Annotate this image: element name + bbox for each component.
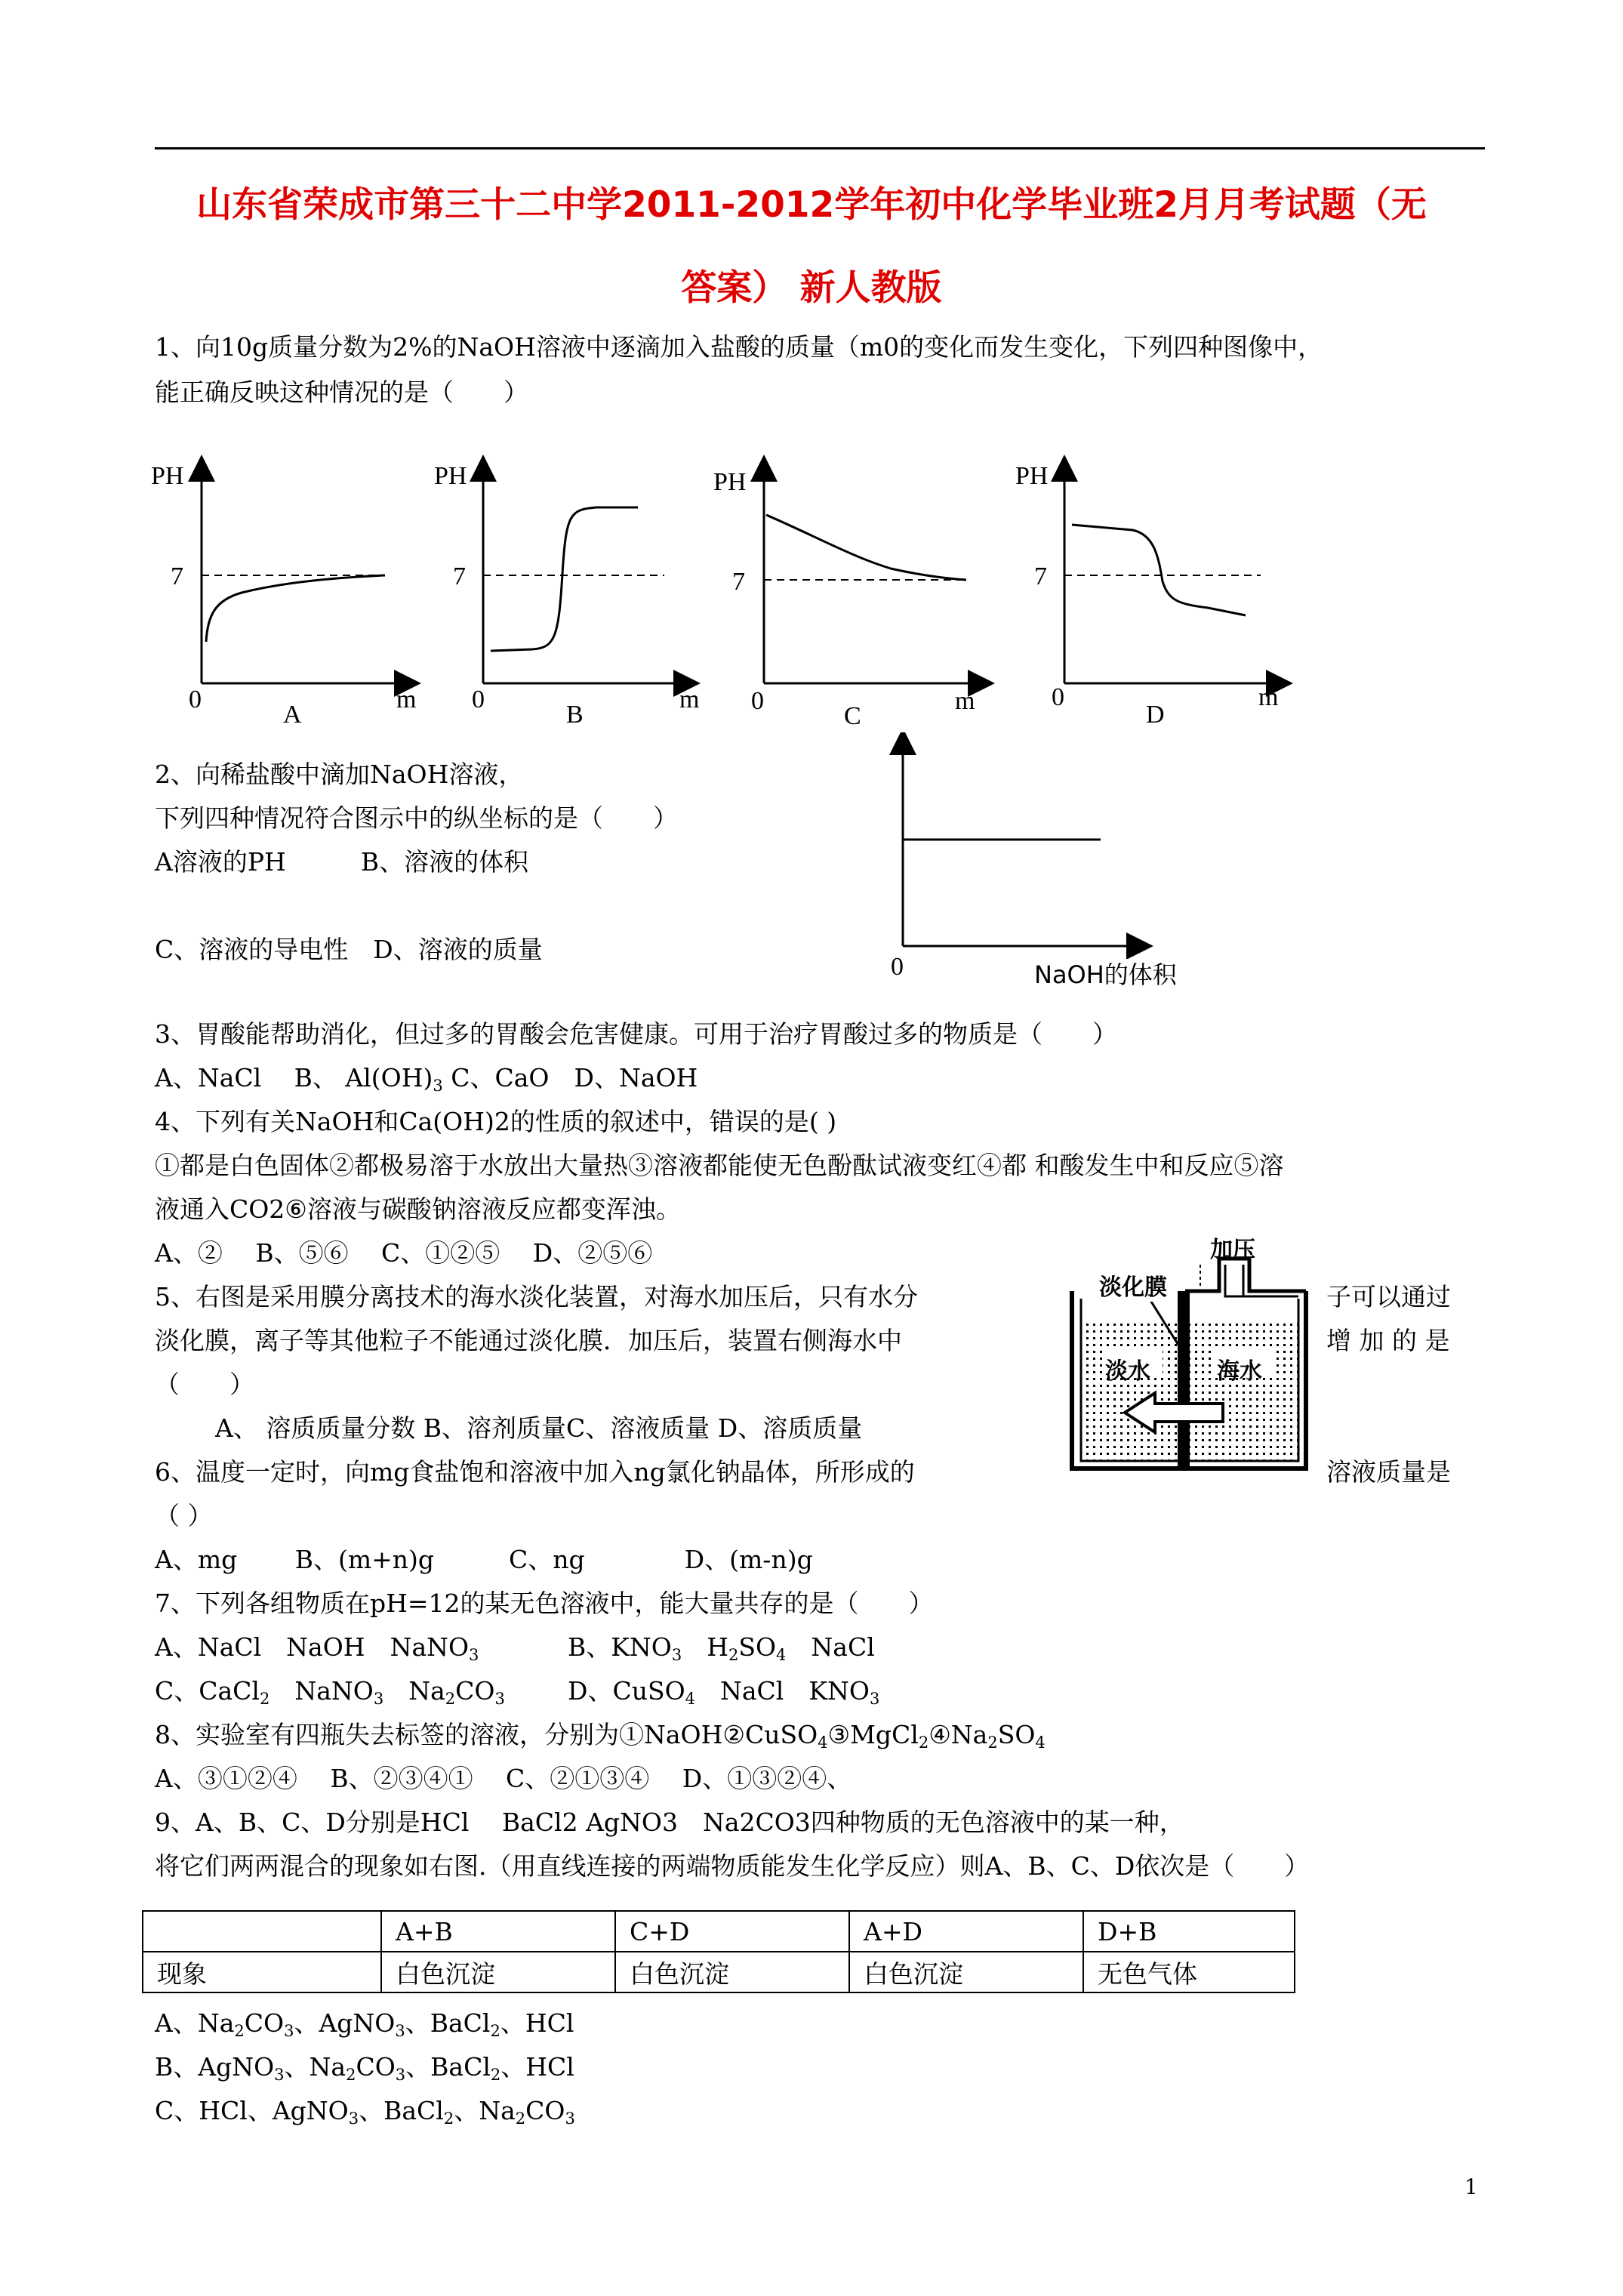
graph-b-origin: 0 <box>472 686 485 713</box>
q1-graphs <box>0 445 1623 747</box>
graph-c-curve <box>766 515 966 580</box>
table-header-row <box>143 1911 1295 1952</box>
fig-sea-water-label: 海水 <box>1217 1358 1262 1385</box>
graph-d-curve <box>1072 525 1246 615</box>
q4-line-2: ①都是白色固体②都极易溶于水放出大量热③溶液都能使无色酚酞试液变红④都 和酸发生中和反应⑤溶 <box>155 1151 1284 1180</box>
answer-c: C、HCl、AgNO$_3$、BaCl$_2$、$Na_2CO_3$ <box>155 2096 575 2128</box>
graph-d-x-label: m <box>1258 683 1279 711</box>
table-cell <box>143 1911 381 1952</box>
q5-line-2a: 淡化膜，离子等其他粒子不能通过淡化膜．加压后，装置右侧海水中 <box>155 1326 902 1355</box>
graph-a-origin: 0 <box>189 686 202 713</box>
q2-line-4: C、溶液的导电性 D、溶液的质量 <box>155 935 543 964</box>
fig-fresh-water-label: 淡水 <box>1105 1358 1150 1385</box>
q6-line-1b: 溶液质量是 <box>1326 1457 1451 1487</box>
q8-options: A、③①②④ B、②③④① C、②①③④ D、①③②④、 <box>155 1764 852 1793</box>
graph-b-letter: B <box>566 701 584 729</box>
table-cell: 现象 <box>143 1952 381 1992</box>
q4-line-1: 4、下列有关NaOH和Ca(OH)2的性质的叙述中，错误的是( ) <box>155 1107 837 1136</box>
q3-options: A、NaCl B、 $Al(OH)_3$ C、CaO D、NaOH <box>155 1063 698 1095</box>
q2-graph-origin: 0 <box>891 953 904 981</box>
q1-line-2: 能正确反映这种情况的是（ ） <box>155 378 528 407</box>
membrane <box>1178 1291 1190 1469</box>
graph-a-seven: 7 <box>171 562 183 590</box>
table-row <box>143 1952 1295 1992</box>
answer-b: B、AgNO$_3$、$Na_2CO_3$、BaCl$_2$、HCl <box>155 2052 574 2084</box>
table-cell: 白色沉淀 <box>615 1952 849 1992</box>
desalination-figure <box>1064 1227 1313 1476</box>
reaction-table <box>142 1910 1295 1993</box>
q5-options: A、 溶质质量分数 B、溶剂质量C、溶液质量 D、溶质质量 <box>215 1413 863 1443</box>
q7-option-c: C、CaCl$_2$ NaNO$_3$ $Na_2CO_3$ <box>155 1676 505 1708</box>
q2-line-1: 2、向稀盐酸中滴加NaOH溶液， <box>155 760 524 789</box>
graph-c-letter: C <box>844 702 861 730</box>
graph-c-x-label: m <box>955 687 975 715</box>
q8-line-1: 8、实验室有四瓶失去标签的溶液，分别为$①NaOH②CuSO_4③MgCl_2④Na_2SO_4$ <box>155 1720 1046 1752</box>
graph-b-y-label: PH <box>434 462 467 490</box>
q6-line-2: （ ） <box>155 1501 213 1530</box>
q9-line-1: 9、A、B、C、D分别是HCl BaCl2 AgNO3 Na2CO3四种物质的无色溶液中的某一种， <box>155 1808 1184 1837</box>
graph-d-origin: 0 <box>1052 683 1064 711</box>
fig-press-label: 加压 <box>1210 1237 1255 1263</box>
graph-d-y-label: PH <box>1015 462 1049 490</box>
q7-option-b: B、$KNO_3$ $H_2SO_4$ NaCl <box>568 1632 875 1664</box>
graph-c-origin: 0 <box>751 687 764 715</box>
q5-line-1b: 子可以通过 <box>1326 1282 1451 1311</box>
q6-line-1a: 6、温度一定时，向mg食盐饱和溶液中加入ng氯化钠晶体，所形成的 <box>155 1457 915 1487</box>
q4-options: A、② B、⑤⑥ C、①②⑤ D、②⑤⑥ <box>155 1238 653 1268</box>
graph-c-seven: 7 <box>732 568 745 596</box>
q5-line-1a: 5、右图是采用膜分离技术的海水淡化装置，对海水加压后，只有水分 <box>155 1282 918 1311</box>
graph-a-y-label: PH <box>151 462 184 490</box>
q4-line-3: 液通入CO2⑥溶液与碳酸钠溶液反应都变浑浊。 <box>155 1194 681 1224</box>
q7-line-1: 7、下列各组物质在pH=12的某无色溶液中，能大量共存的是（ ） <box>155 1589 934 1618</box>
graph-d-seven: 7 <box>1034 562 1047 590</box>
graph-d-letter: D <box>1146 701 1165 729</box>
table-cell: A+D <box>849 1911 1083 1952</box>
q5-line-3: （ ） <box>155 1370 254 1399</box>
graph-b-seven: 7 <box>453 562 466 590</box>
q7-option-d: D、CuSO$_4$ NaCl $KNO_3$ <box>568 1676 880 1708</box>
graph-a-curve <box>206 575 385 642</box>
header-rule <box>155 147 1485 149</box>
graph-a-letter: A <box>283 701 302 729</box>
table-cell: A+B <box>381 1911 615 1952</box>
q3-line-1: 3、胃酸能帮助消化，但过多的胃酸会危害健康。可用于治疗胃酸过多的物质是（ ） <box>155 1019 1117 1049</box>
page-number: 1 <box>1464 2174 1478 2199</box>
table-cell: 无色气体 <box>1083 1952 1295 1992</box>
fig-membrane-label: 淡化膜 <box>1099 1268 1167 1302</box>
title-line-1: 山东省荣成市第三十二中学2011-2012学年初中化学毕业班2月月考试题（无 <box>196 184 1427 226</box>
q7-option-a: A、NaCl NaOH NaNO$_3$ <box>155 1632 479 1664</box>
answer-a: A、$Na_2CO_3$、AgNO$_3$、BaCl$_2$、HCl <box>155 2008 574 2040</box>
q2-line-3: A溶液的PH B、溶液的体积 <box>155 847 529 877</box>
table-cell: 白色沉淀 <box>849 1952 1083 1992</box>
q9-line-2: 将它们两两混合的现象如右图.（用直线连接的两端物质能发生化学反应）则A、B、C、D依次是（ ） <box>155 1851 1310 1881</box>
title-line-2: 答案） 新人教版 <box>681 267 942 309</box>
q5-line-2b: 增 加 的 是 <box>1326 1326 1450 1355</box>
q2-line-2: 下列四种情况符合图示中的纵坐标的是（ ） <box>155 803 678 833</box>
graph-c-y-label: PH <box>713 468 747 496</box>
table-cell: C+D <box>615 1911 849 1952</box>
q2-graph <box>883 732 1170 959</box>
graph-b-x-label: m <box>679 686 700 713</box>
graph-b-curve <box>491 507 638 651</box>
table-cell: D+B <box>1083 1911 1295 1952</box>
q2-graph-x-label: NaOH的体积 <box>1034 960 1177 989</box>
q1-line-1: 1、向10g质量分数为2%的NaOH溶液中逐滴加入盐酸的质量（m0的变化而发生变化，下列四种图像中， <box>155 332 1323 362</box>
q6-options: A、mg B、(m+n)g C、ng D、(m-n)g <box>155 1545 813 1574</box>
graph-a-x-label: m <box>396 686 417 713</box>
table-cell: 白色沉淀 <box>381 1952 615 1992</box>
